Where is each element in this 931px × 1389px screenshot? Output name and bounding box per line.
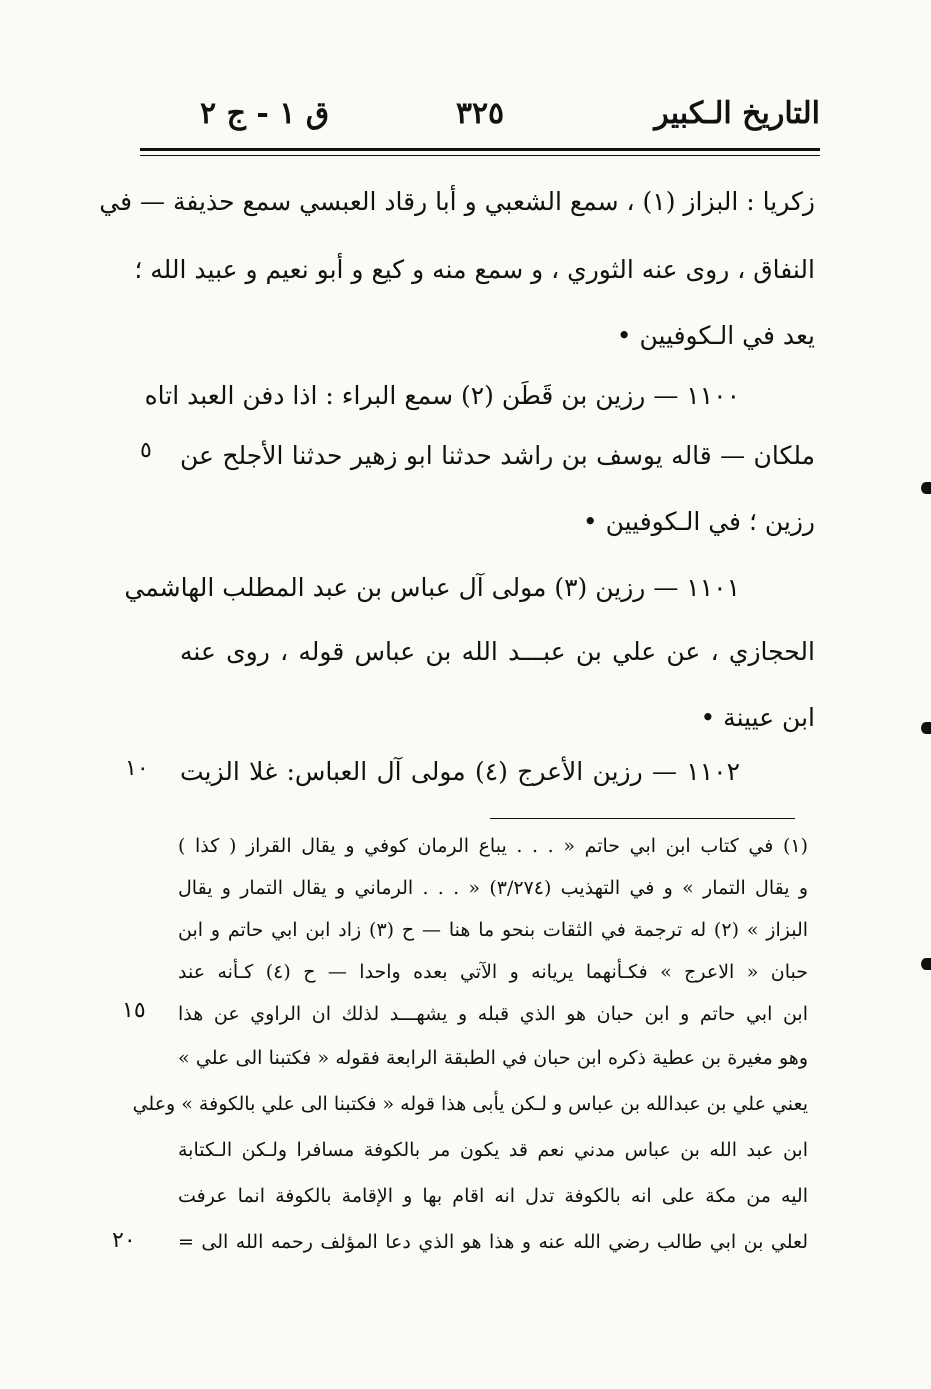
line-number-15: ١٥ <box>122 998 146 1023</box>
footnote-line: وهو مغيرة بن عطية ذكره ابن حبان في الطبقة الرابعة فقوله « فكتبنا الى علي » <box>178 1047 808 1069</box>
main-text-line: زكريا : البزاز (١) ، سمع الشعبي و أبا رقاد العبسي سمع حذيفة — في <box>99 187 815 216</box>
footnote-line: ابن عبد الله بن عباس مدني نعم قد يكون مر بالكوفة مسافرا ولـكن الـكتابة <box>178 1139 808 1161</box>
footnote-line: (١) في كتاب ابن ابي حاتم « . . . يباع الرمان كوفي و يقال القراز ( كذا ) <box>178 835 808 857</box>
footnote-line: يعني علي بن عبدالله بن عباس و لـكن يأبى هذا قوله « فكتبنا الى علي بالكوفة » وعلي <box>132 1093 808 1115</box>
entry-1101-line: ١١٠١ — رزين (٣) مولى آل عباس بن عبد المطلب الهاشمي <box>124 573 740 602</box>
footnote-line: و يقال التمار » و في التهذيب (٣/٢٧٤) « . . . الرماني و يقال التمار و يقال <box>178 877 809 899</box>
footnote-line: البزاز » (٢) له ترجمة في الثقات بنحو ما هنا — ح (٣) زاد ابن ابي حاتم و ابن <box>178 919 809 941</box>
binding-mark <box>921 722 931 734</box>
main-text-line: ملكان — قاله يوسف بن راشد حدثنا ابو زهير حدثنا الأجلح عن <box>180 441 815 470</box>
header-rule-thick <box>140 148 820 151</box>
main-text-line: ابن عيينة • <box>700 703 815 732</box>
main-text-line: الحجازي ، عن علي بن عبـــد الله بن عباس قوله ، روى عنه <box>180 637 815 666</box>
footnote-line: لعلي بن ابي طالب رضي الله عنه و هذا هو الذي دعا المؤلف رحمه الله الى = <box>178 1231 808 1253</box>
header-rule-thin <box>140 155 820 156</box>
volume-marker: ق ١ - ج ٢ <box>200 96 330 131</box>
book-title: التاريخ الـكبير <box>654 96 820 131</box>
footnote-line: ابن ابي حاتم و ابن حبان هو الذي قبله و يشهـــد لذلك ان الراوي عن هذا <box>178 1003 808 1025</box>
main-text-line: النفاق ، روى عنه الثوري ، و سمع منه و كيع و أبو نعيم و عبيد الله ؛ <box>134 255 815 284</box>
main-text-line: يعد في الـكوفيين • <box>616 321 815 350</box>
entry-1102-line: ١١٠٢ — رزين الأعرج (٤) مولى آل العباس: غلا الزيت <box>180 757 740 786</box>
line-number-10: ١٠ <box>125 756 149 781</box>
footnote-rule <box>490 818 795 819</box>
binding-mark <box>921 482 931 494</box>
entry-1100-line: ١١٠٠ — رزين بن قَطَن (٢) سمع البراء : اذا دفن العبد اتاه <box>144 381 740 410</box>
line-number-20: ٢٠ <box>112 1228 136 1253</box>
footnote-line: حبان « الاعرج » فكـأنهما يريانه و الآتي بعده واحدا — ح (٤) كـأنه عند <box>178 961 808 983</box>
binding-mark <box>921 958 931 970</box>
line-number-5: ٥ <box>140 438 152 463</box>
main-text-line: رزين ؛ في الـكوفيين • <box>582 507 815 536</box>
footnote-line: اليه من مكة على انه بالكوفة تدل انه اقام بها و الإقامة بالكوفة انما عرفت <box>178 1185 808 1207</box>
running-header <box>140 92 820 144</box>
page-number: ٣٢٥ <box>455 96 505 131</box>
